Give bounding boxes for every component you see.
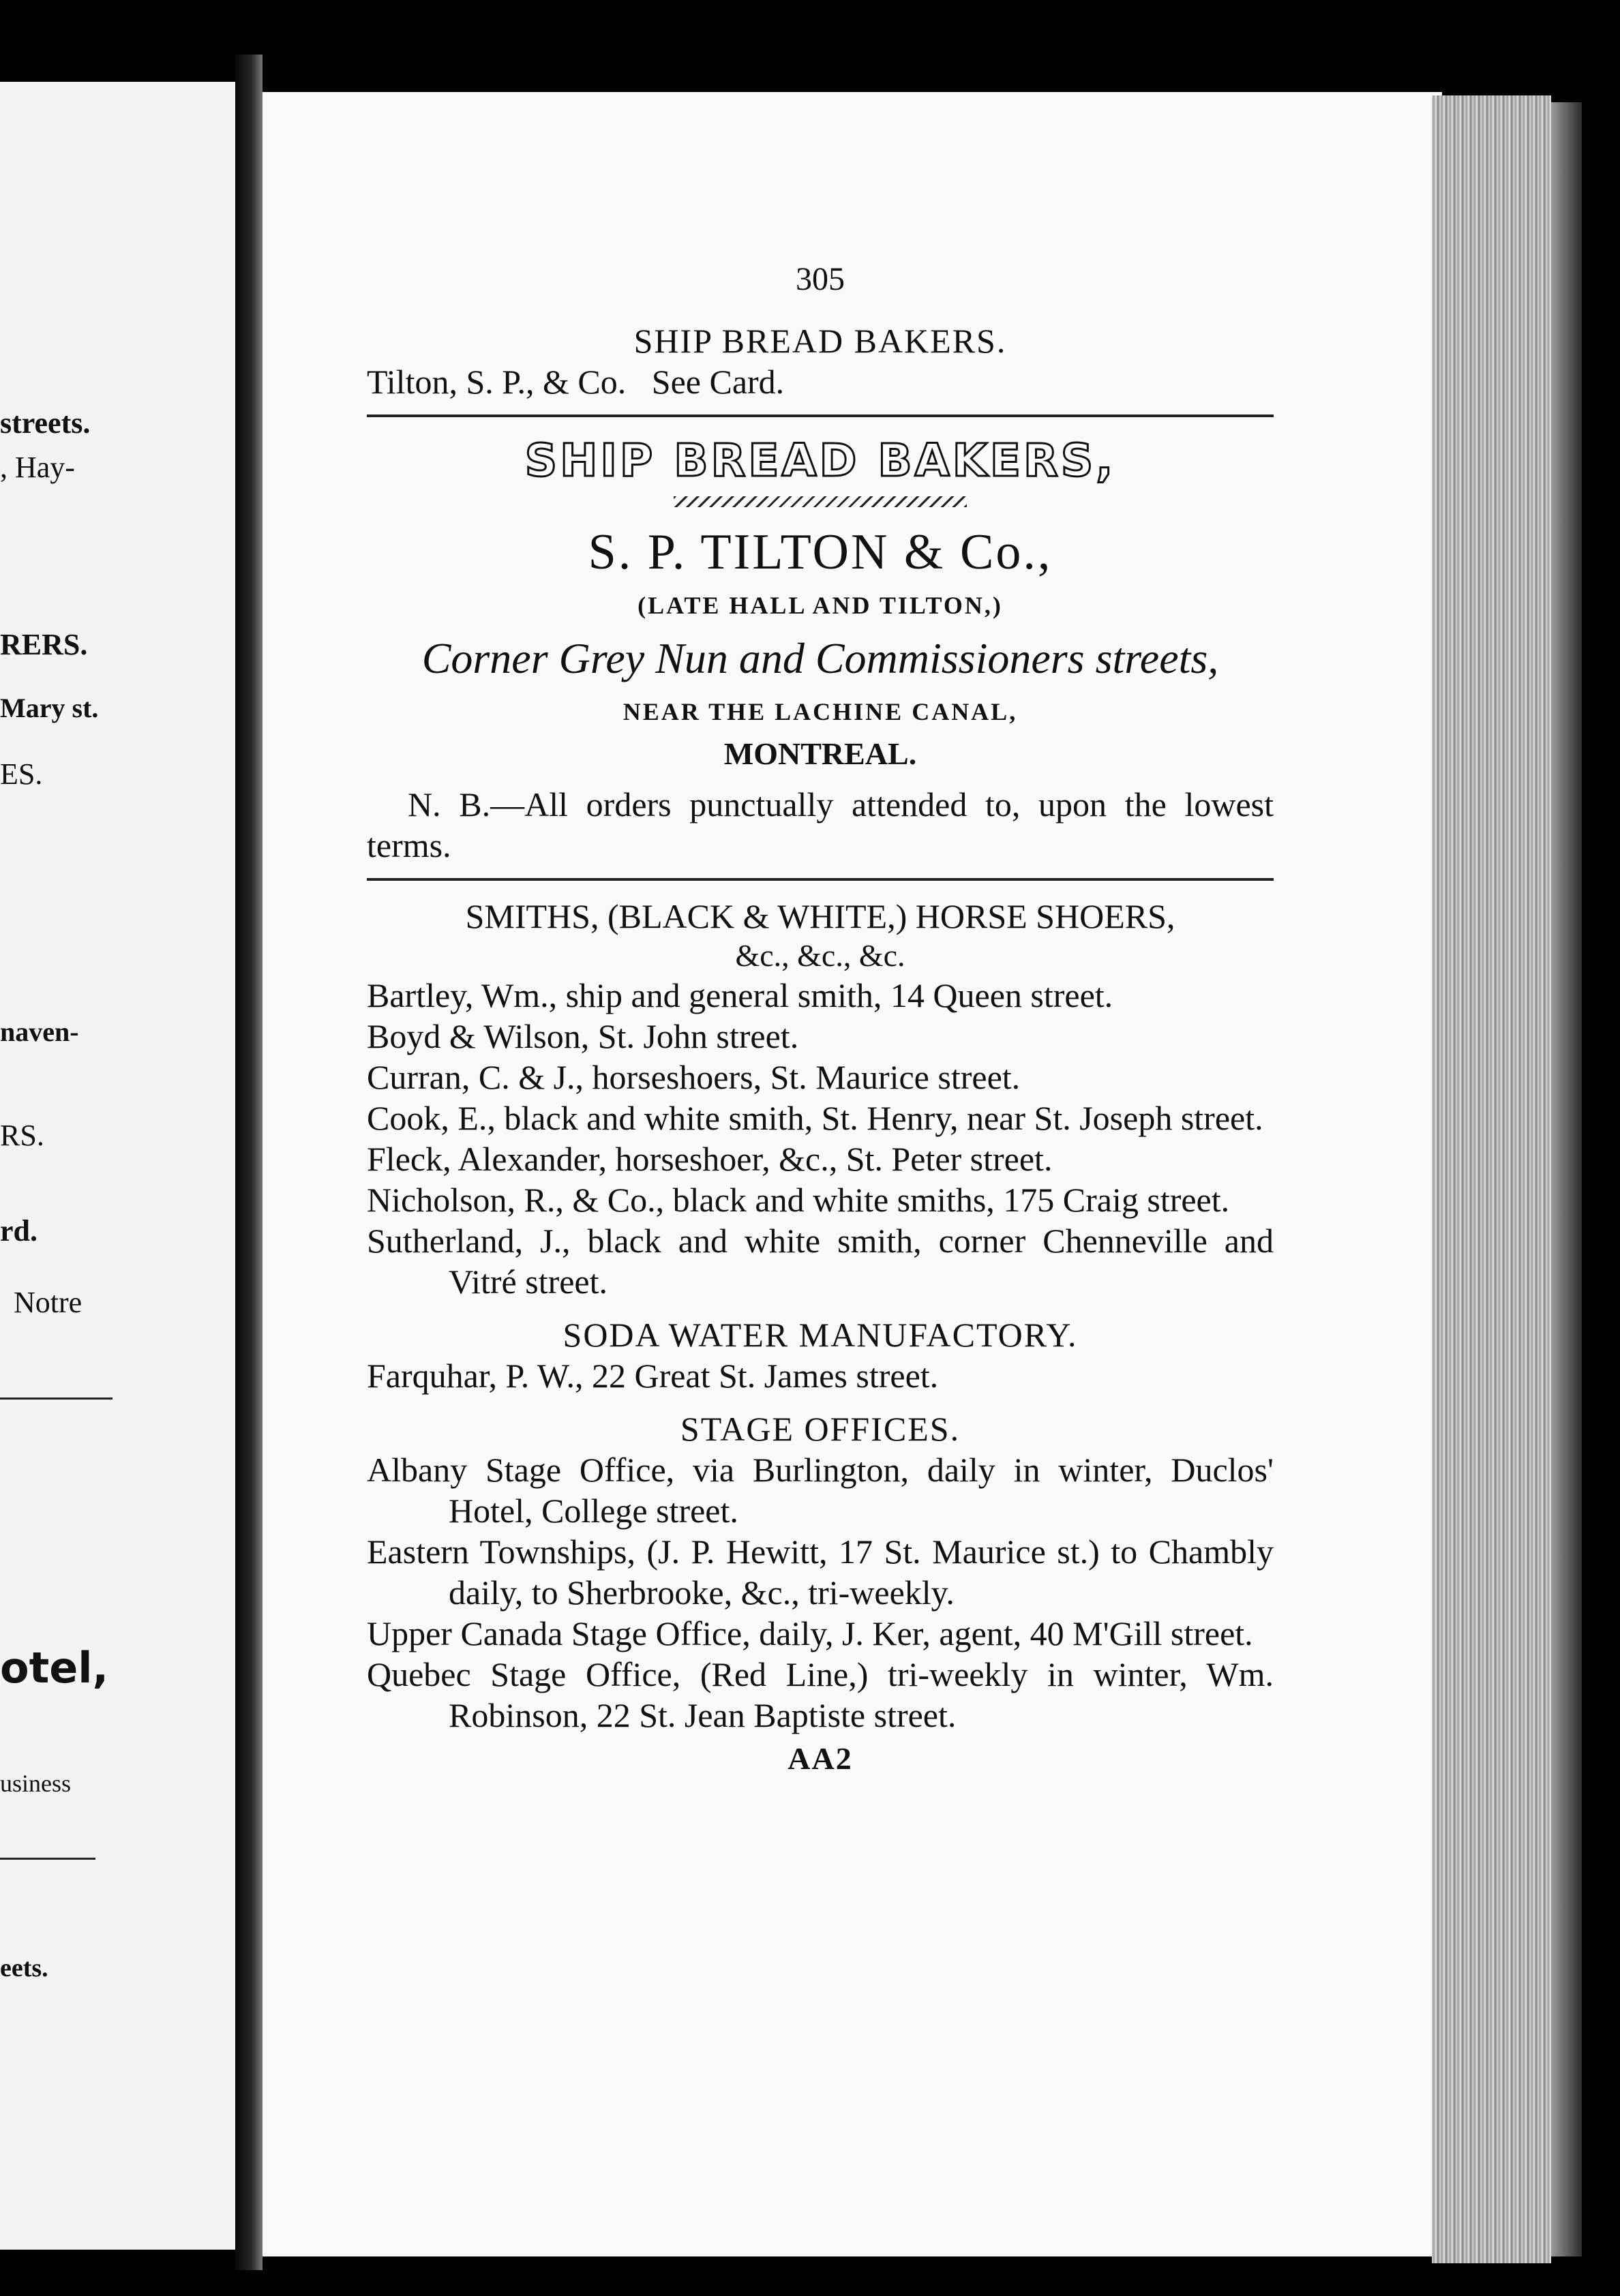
margin-fragment: usiness <box>0 1770 72 1797</box>
margin-rule <box>0 1858 95 1860</box>
margin-fragment: naven- <box>0 1016 79 1047</box>
directory-entry: Curran, C. & J., horseshoers, St. Maurice street. <box>367 1058 1021 1096</box>
advert-location: NEAR THE LACHINE CANAL, <box>622 698 1018 725</box>
directory-entry: Albany Stage Office, via Burlington, daily in winter, Duclos' Hotel, College street. <box>367 1451 1274 1530</box>
margin-fragment: Notre <box>14 1286 82 1319</box>
directory-entry: Quebec Stage Office, (Red Line,) tri-weekly in winter, Wm. Robinson, 22 St. Jean Baptiste street. <box>367 1655 1274 1734</box>
page-edges <box>1432 95 1551 2263</box>
divider-rule <box>367 414 1274 417</box>
advert-banner: SHIP BREAD BAKERS, <box>524 434 1116 487</box>
advert-late-name: (LATE HALL AND TILTON,) <box>638 592 1003 619</box>
margin-fragment: Mary st. <box>0 693 99 723</box>
directory-entry: Eastern Townships, (J. P. Hewitt, 17 St. Maurice st.) to Chambly daily, to Sherbrooke, &c., tri-weekly. <box>367 1532 1274 1612</box>
advert-firm-name: S. P. TILTON & Co., <box>588 524 1053 580</box>
directory-entry: Boyd & Wilson, St. John street. <box>367 1017 799 1055</box>
margin-fragment: , Hay- <box>0 451 75 484</box>
margin-fragment: streets. <box>0 406 91 440</box>
section-heading-smiths: SMITHS, (BLACK & WHITE,) HORSE SHOERS, <box>465 897 1175 935</box>
book-gutter <box>235 55 262 2270</box>
margin-rule <box>0 1398 112 1400</box>
margin-fragment: RS. <box>0 1119 44 1152</box>
directory-entry: Farquhar, P. W., 22 Great St. James street. <box>367 1357 939 1395</box>
divider-rule <box>367 878 1274 881</box>
advert-note: N. B.—All orders punctually attended to, upon the lowest terms. <box>367 785 1274 864</box>
margin-fragment: ES. <box>0 757 43 791</box>
directory-entry: Bartley, Wm., ship and general smith, 14 Queen street. <box>367 976 1113 1014</box>
directory-entry: Sutherland, J., black and white smith, corner Chenneville and Vitré street. <box>367 1222 1274 1301</box>
directory-entry: Upper Canada Stage Office, daily, J. Ker, agent, 40 M'Gill street. <box>367 1614 1253 1652</box>
margin-fragment: eets. <box>0 1954 48 1982</box>
section-heading-soda-water: SODA WATER MANUFACTORY. <box>562 1316 1078 1354</box>
directory-entry: Cook, E., black and white smith, St. Henry, near St. Joseph street. <box>367 1099 1263 1137</box>
advert-city: MONTREAL. <box>723 736 917 771</box>
directory-entry: Fleck, Alexander, horseshoer, &c., St. Peter street. <box>367 1140 1053 1178</box>
directory-entry: Nicholson, R., & Co., black and white smiths, 175 Craig street. <box>367 1181 1230 1219</box>
signature-mark: AA2 <box>787 1741 853 1776</box>
section-heading-ship-bread-bakers: SHIP BREAD BAKERS. <box>633 322 1007 360</box>
margin-fragment: otel, <box>0 1643 109 1693</box>
book-cover-edge <box>1551 102 1582 2256</box>
page-number: 305 <box>796 261 845 297</box>
section-subheading-smiths: &c., &c., &c. <box>735 938 905 973</box>
wavy-rule <box>674 496 967 507</box>
facing-page-fragment <box>0 82 235 2250</box>
advert-address: Corner Grey Nun and Commissioners streets, <box>421 634 1219 682</box>
margin-fragment: rd. <box>0 1214 38 1248</box>
section-heading-stage-offices: STAGE OFFICES. <box>680 1410 961 1448</box>
page-content <box>367 259 1274 1779</box>
listing-tilton: Tilton, S. P., & Co. See Card. <box>367 363 785 401</box>
margin-fragment: RERS. <box>0 628 88 661</box>
